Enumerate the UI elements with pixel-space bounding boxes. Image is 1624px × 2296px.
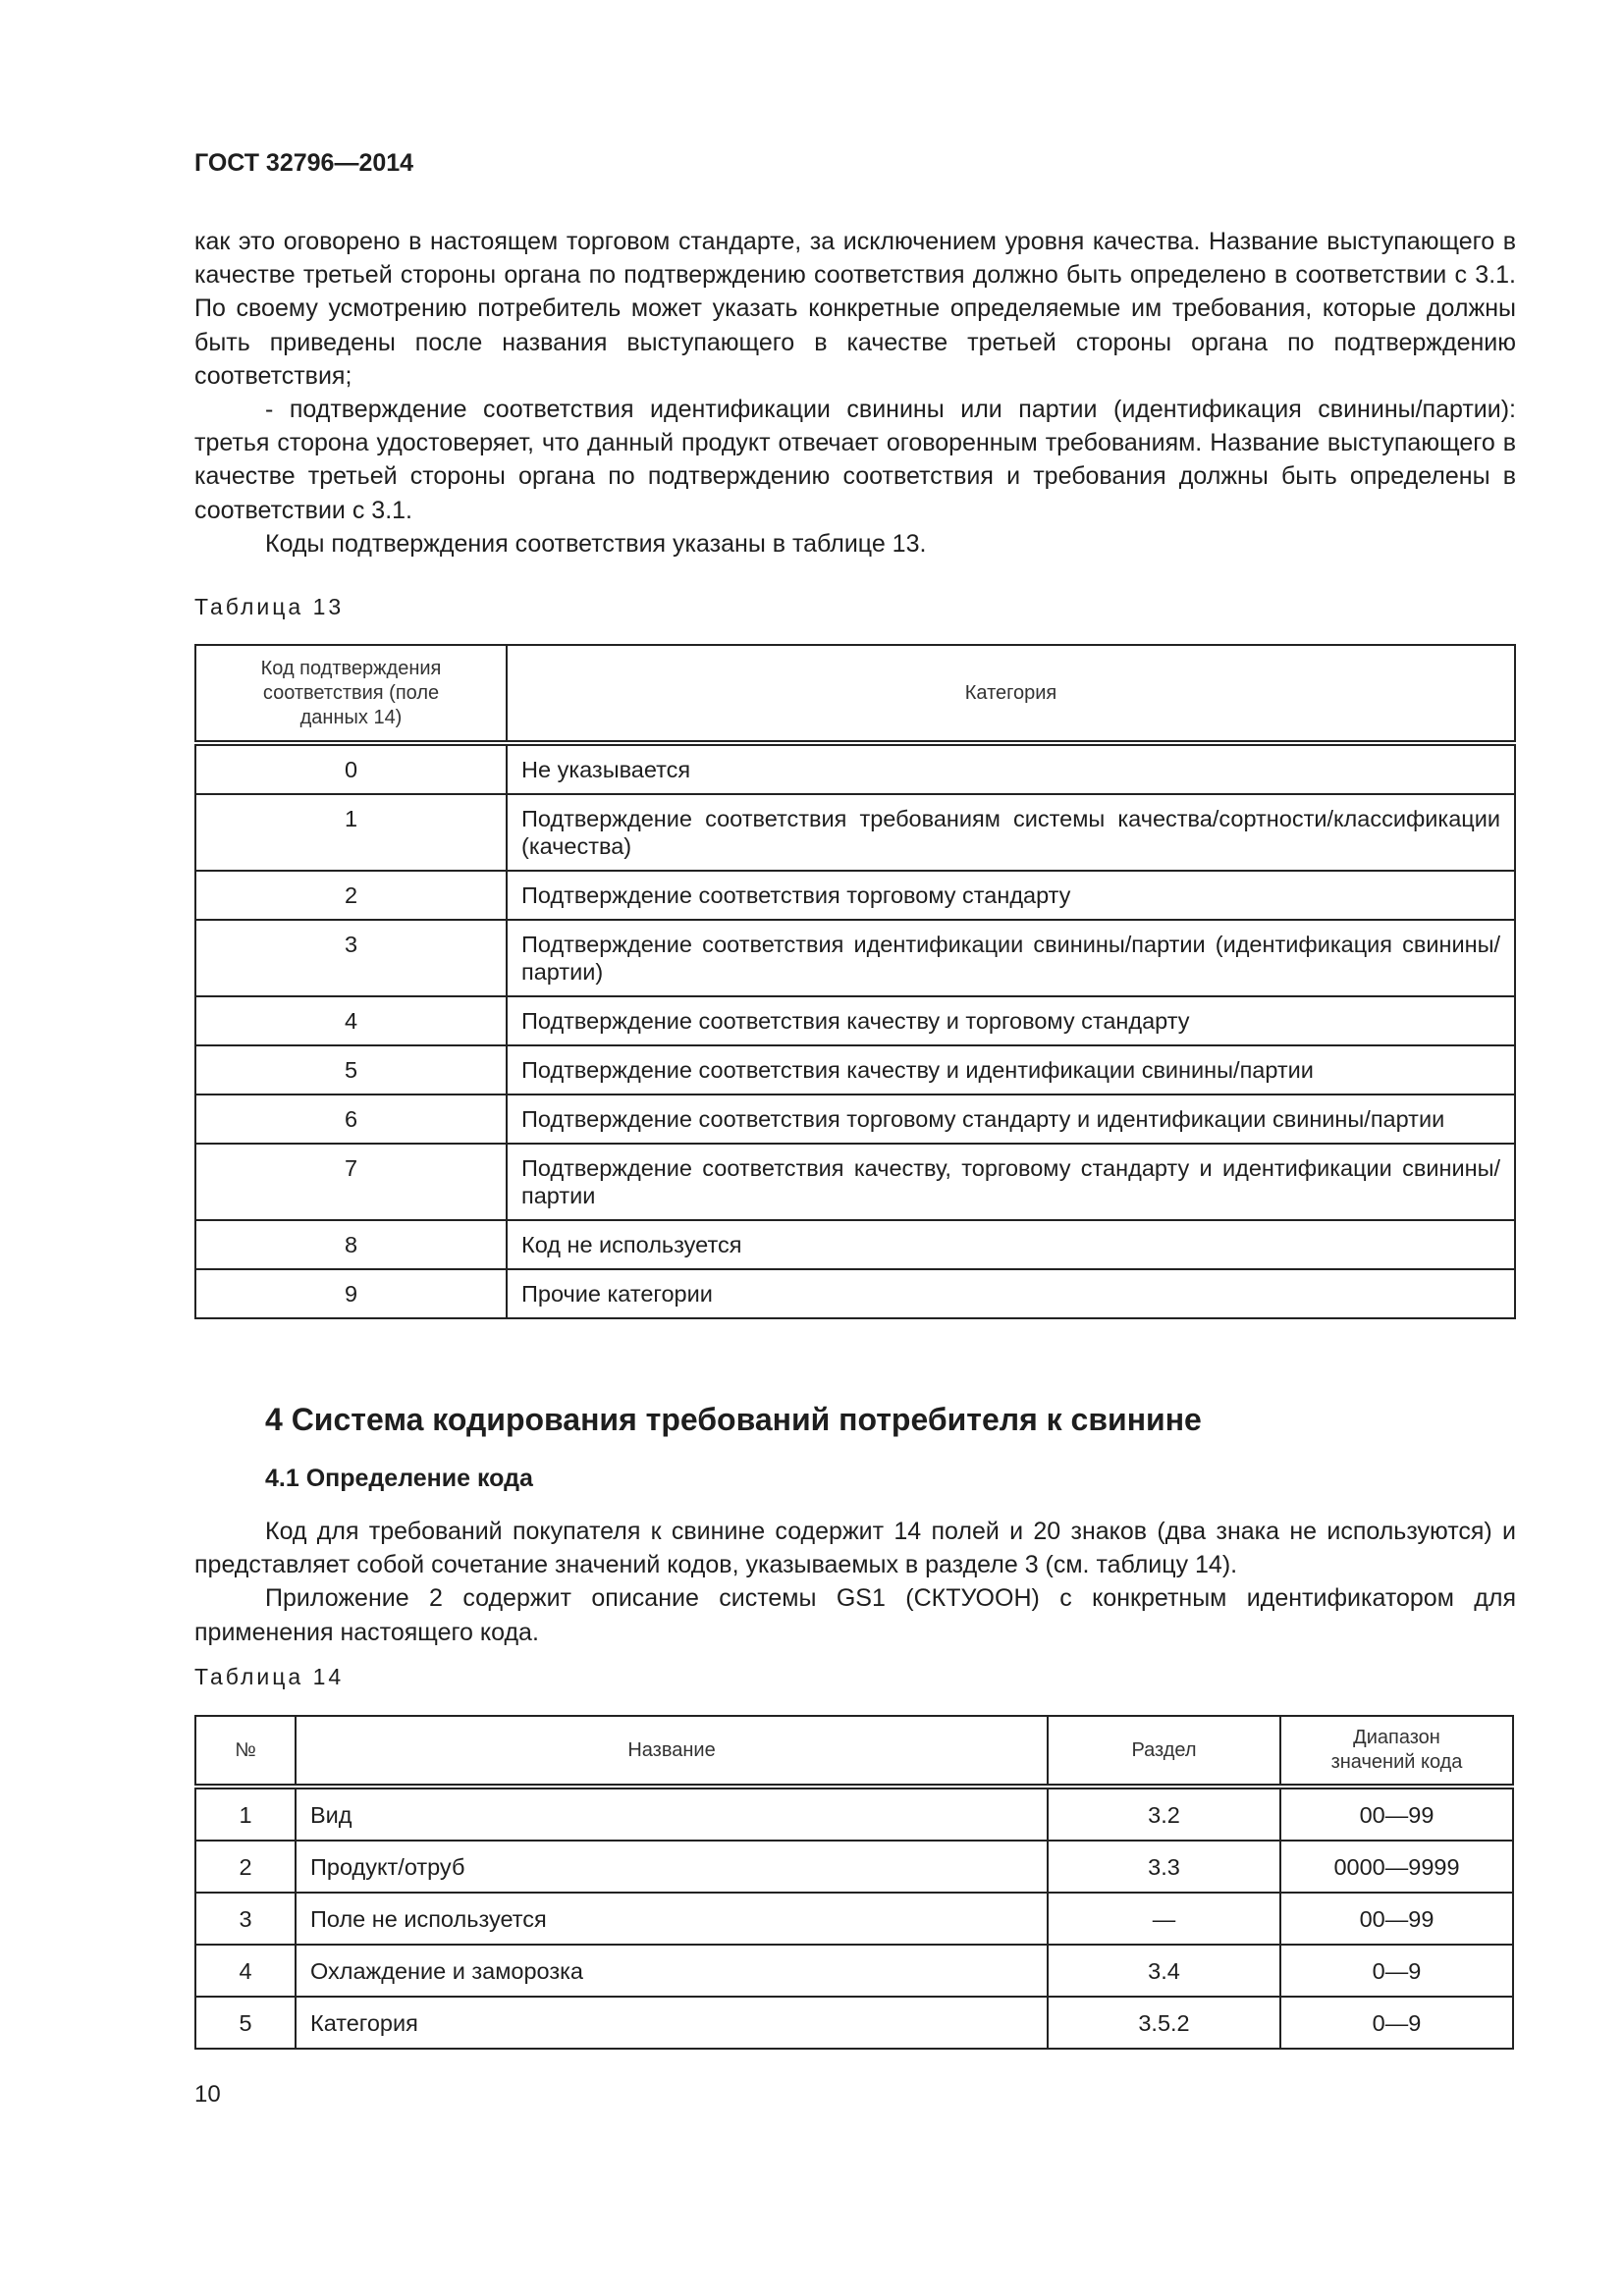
page-number: 10 bbox=[194, 2081, 221, 2108]
document-id: ГОСТ 32796—2014 bbox=[194, 149, 414, 177]
column-header: Диапазон значений кода bbox=[1280, 1716, 1513, 1787]
table-header-row bbox=[195, 1716, 1513, 1787]
column-header: Код подтверждения соответствия (поле данных 14) bbox=[195, 645, 507, 743]
section-cell: 3.4 bbox=[1048, 1945, 1280, 1997]
table13-caption: Таблица 13 bbox=[194, 594, 345, 619]
table14-caption: Таблица 14 bbox=[194, 1664, 345, 1689]
name-cell: Поле не используется bbox=[296, 1893, 1048, 1945]
number-cell: 1 bbox=[195, 1787, 296, 1841]
table-row bbox=[195, 794, 1515, 871]
category-cell: Прочие категории bbox=[507, 1269, 1515, 1318]
category-cell: Подтверждение соответствия качеству и торговому стандарту bbox=[507, 996, 1515, 1045]
table-row bbox=[195, 743, 1515, 794]
name-cell: Вид bbox=[296, 1787, 1048, 1841]
table-header-row bbox=[195, 645, 1515, 743]
section-cell: 3.3 bbox=[1048, 1841, 1280, 1893]
code-cell: 1 bbox=[195, 794, 507, 871]
table-13 bbox=[194, 644, 1516, 1319]
paragraph: Код для требований покупателя к свинине содержит 14 полей и 20 знаков (два знака не используются) и представляет собой сочетание значений кодов, указываемых в разделе 3 (см. таблицу 14). bbox=[194, 1518, 1516, 1579]
column-header: № bbox=[195, 1716, 296, 1787]
code-cell: 2 bbox=[195, 871, 507, 920]
category-cell: Подтверждение соответствия торговому стандарту и идентификации свинины/партии bbox=[507, 1095, 1515, 1144]
table-row bbox=[195, 1997, 1513, 2049]
range-cell: 0—9 bbox=[1280, 1945, 1513, 1997]
paragraph: Приложение 2 содержит описание системы GS1 (СКТУООН) с конкретным идентификатором для применения настоящего кода. bbox=[194, 1584, 1516, 1646]
number-cell: 3 bbox=[195, 1893, 296, 1945]
category-cell: Подтверждение соответствия требованиям системы качества/сортности/классификации (качества) bbox=[507, 794, 1515, 871]
table-row bbox=[195, 1893, 1513, 1945]
table-row bbox=[195, 1144, 1515, 1220]
code-cell: 8 bbox=[195, 1220, 507, 1269]
number-cell: 4 bbox=[195, 1945, 296, 1997]
table-row bbox=[195, 1095, 1515, 1144]
category-cell: Подтверждение соответствия качеству, торговому стандарту и идентификации свинины/партии bbox=[507, 1144, 1515, 1220]
column-header: Раздел bbox=[1048, 1716, 1280, 1787]
code-cell: 5 bbox=[195, 1045, 507, 1095]
code-cell: 7 bbox=[195, 1144, 507, 1220]
code-cell: 3 bbox=[195, 920, 507, 996]
section-cell: 3.2 bbox=[1048, 1787, 1280, 1841]
section-cell: 3.5.2 bbox=[1048, 1997, 1280, 2049]
category-cell: Подтверждение соответствия торговому стандарту bbox=[507, 871, 1515, 920]
table-row bbox=[195, 1269, 1515, 1318]
table-row bbox=[195, 871, 1515, 920]
name-cell: Охлаждение и заморозка bbox=[296, 1945, 1048, 1997]
subsection-title: 4.1 Определение кода bbox=[265, 1465, 533, 1492]
range-cell: 0—9 bbox=[1280, 1997, 1513, 2049]
name-cell: Продукт/отруб bbox=[296, 1841, 1048, 1893]
number-cell: 2 bbox=[195, 1841, 296, 1893]
name-cell: Категория bbox=[296, 1997, 1048, 2049]
table-row bbox=[195, 996, 1515, 1045]
paragraph: - подтверждение соответствия идентификации свинины или партии (идентификация свинины/партии): третья сторона удостоверяет, что данный продукт отвечает оговоренным требованиям. Название выступающего в качестве третьей стороны органа по подтверждению соответствия и требования должны быть определены в соответствии с 3.1. bbox=[194, 396, 1516, 524]
table-14 bbox=[194, 1715, 1514, 2050]
code-cell: 6 bbox=[195, 1095, 507, 1144]
table-row bbox=[195, 1045, 1515, 1095]
section-text bbox=[194, 1515, 1516, 1649]
range-cell: 0000—9999 bbox=[1280, 1841, 1513, 1893]
code-cell: 0 bbox=[195, 743, 507, 794]
table-row bbox=[195, 1787, 1513, 1841]
code-cell: 4 bbox=[195, 996, 507, 1045]
table-row bbox=[195, 1945, 1513, 1997]
category-cell: Не указывается bbox=[507, 743, 1515, 794]
range-cell: 00—99 bbox=[1280, 1893, 1513, 1945]
section-cell: — bbox=[1048, 1893, 1280, 1945]
table-row bbox=[195, 1841, 1513, 1893]
paragraph: Коды подтверждения соответствия указаны в таблице 13. bbox=[265, 529, 927, 558]
code-cell: 9 bbox=[195, 1269, 507, 1318]
table-row bbox=[195, 1220, 1515, 1269]
column-header: Название bbox=[296, 1716, 1048, 1787]
table-row bbox=[195, 920, 1515, 996]
paragraph: как это оговорено в настоящем торговом стандарте, за исключением уровня качества. Название выступающего в качестве третьей стороны органа по подтверждению соответствия должно быть определено в соответствии с 3.1. По своему усмотрению потребитель может указать конкретные определяемые им требования, которые должны быть приведены после названия выступающего в качестве третьей стороны органа по подтверждению соответствия; bbox=[194, 228, 1516, 390]
category-cell: Подтверждение соответствия идентификации свинины/партии (идентификация свинины/партии) bbox=[507, 920, 1515, 996]
intro-text bbox=[194, 225, 1516, 561]
number-cell: 5 bbox=[195, 1997, 296, 2049]
range-cell: 00—99 bbox=[1280, 1787, 1513, 1841]
category-cell: Подтверждение соответствия качеству и идентификации свинины/партии bbox=[507, 1045, 1515, 1095]
section-title: 4 Система кодирования требований потребителя к свинине bbox=[265, 1402, 1202, 1437]
column-header: Категория bbox=[507, 645, 1515, 743]
category-cell: Код не используется bbox=[507, 1220, 1515, 1269]
